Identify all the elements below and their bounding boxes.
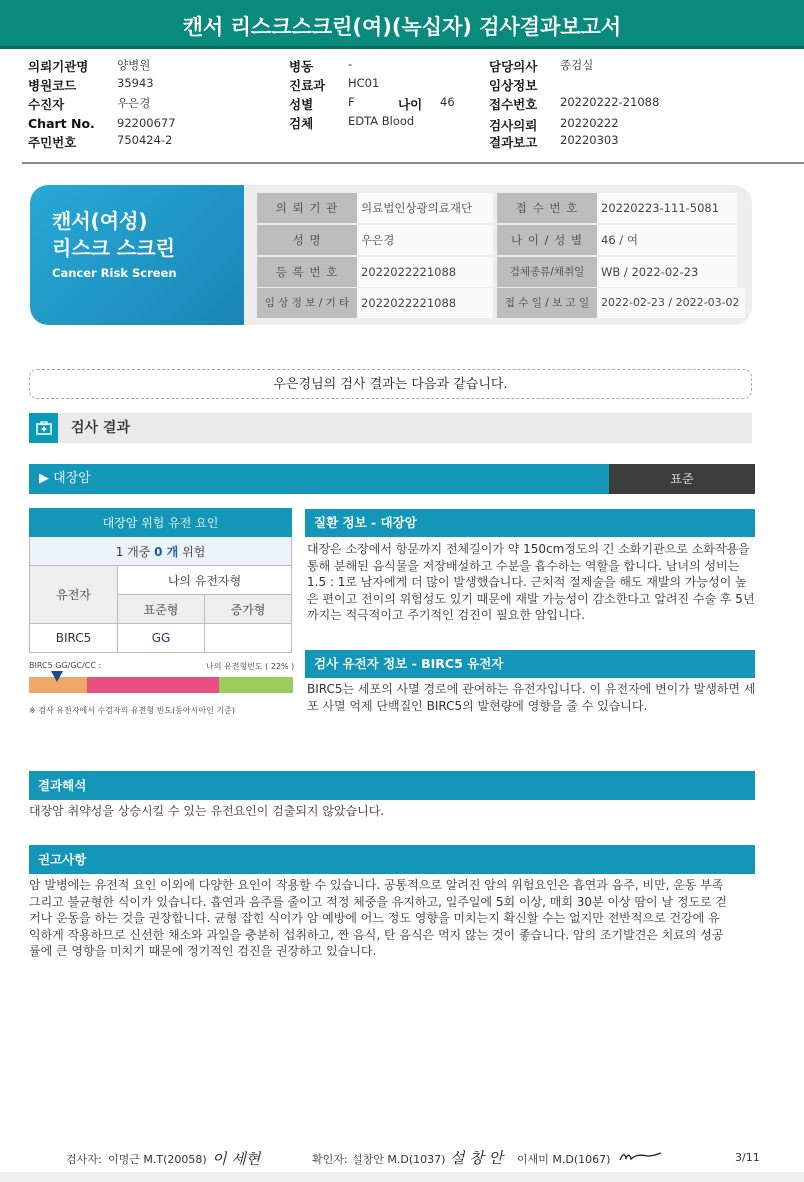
hospital-name-value: 양병원	[117, 58, 151, 72]
banner-label: 의 뢰 기 관	[257, 193, 357, 223]
request-date-label: 검사의뢰	[489, 118, 538, 133]
tester-label: 검사자:	[66, 1153, 102, 1166]
result-notice: 우은경님의 검사 결과는 다음과 같습니다.	[29, 369, 752, 399]
gene-name: BIRC5	[30, 624, 118, 653]
disease-info-text: 대장은 소장에서 항문까지 전체길이가 약 150cm정도의 긴 소화기관으로 소화작용을 통해 분해된 음식물을 저장배설하고 수분을 흡수하는 역할을 합니다. 남녀의 성비는 1.5 : 1로 남자에게 더 많이 발생했습니다. 근치적 절제술을 해도 재발의 가능성이 높은 편이고 전이의 위험성도 있기 때문에 재발 가능성이 감소한다고 알려진 수술 후 5년까지는 적극적이고 주기적인 검진이 필요한 암입니다.	[307, 542, 755, 622]
frequency-segment-gc	[87, 677, 219, 693]
resident-no-label: 주민번호	[28, 135, 77, 150]
risk-count-row	[30, 537, 292, 566]
department-value: HC01	[348, 76, 380, 90]
report-title: 캔서 리스크스크린(여)(녹십자) 검사결과보고서	[0, 0, 804, 49]
banner-value: 20220223-111-5081	[597, 193, 737, 223]
page-bottom-edge	[0, 1172, 804, 1182]
patient-name-label: 수진자	[28, 97, 65, 112]
hospital-name-label: 의뢰기관명	[28, 59, 89, 74]
section-header	[29, 413, 752, 443]
chart-no-value: 92200677	[117, 116, 176, 130]
banner-value: 46 / 여	[597, 225, 737, 255]
banner-value: 우은경	[357, 225, 493, 255]
doctor-label: 담당의사	[489, 59, 538, 74]
interpretation-text: 대장암 취약성을 상승시킬 수 있는 유전요인이 검출되지 않았습니다.	[29, 804, 385, 818]
banner-value: 의료법인상광의료재단	[357, 193, 493, 223]
risk-prefix: 1 개중	[115, 544, 151, 559]
receipt-no-value: 20220222-21088	[560, 95, 660, 109]
department-label: 진료과	[289, 78, 326, 93]
banner-title-line1: 캔서(여성)	[52, 209, 148, 233]
category-colon-cancer: ▶ 대장암	[29, 464, 609, 494]
banner-value: WB / 2022-02-23	[597, 257, 737, 287]
interpretation-title: 결과해석	[29, 771, 755, 800]
clinical-info-label: 임상정보	[489, 78, 538, 93]
divider	[22, 162, 804, 164]
chart-no-label: Chart No.	[28, 116, 95, 131]
gene-risk-table	[29, 508, 292, 653]
banner-subtitle: Cancer Risk Screen	[52, 266, 177, 280]
cancer-risk-banner	[30, 185, 752, 325]
banner-label: 검체종류/채취일	[497, 257, 597, 287]
risk-level-badge: 표준	[609, 464, 755, 494]
report-date-value: 20220303	[560, 133, 619, 147]
sex-value: F	[348, 95, 355, 109]
hospital-code-value: 35943	[117, 76, 154, 90]
frequency-left-label: BIRC5 GG/GC/CC :	[29, 661, 102, 670]
increased-header: 증가형	[205, 595, 292, 624]
report-date-label: 결과보고	[489, 135, 538, 150]
resident-no-value: 750424-2	[117, 133, 173, 147]
page-number: 3/11	[735, 1151, 760, 1164]
confirmer2-signature-icon	[618, 1150, 662, 1164]
frequency-footnote: ※ 검사 유전자에서 수검자의 유전형 빈도(동아시아인 기준)	[29, 706, 235, 715]
gene-header: 유전자	[30, 566, 118, 624]
section-title: 검사 결과	[71, 420, 130, 436]
banner-value: 2022022221088	[357, 288, 493, 318]
banner-label: 성 명	[257, 225, 357, 255]
doctor-value: 종검실	[560, 58, 594, 72]
recommendation-text: 암 발병에는 유전적 요인 이외에 다양한 요인이 작용할 수 있습니다. 공통적으로 알려진 암의 위험요인은 흡연과 음주, 비만, 운동 부족 그리고 불균형한 식이가 있습니다. 흡연과 음주를 줄이고 적정 체중을 유지하고, 일주일에 5회 이상, 매회 30분 이상 땀이 날 정도로 걷거나 운동을 하는 것을 권장합니다. 균형 잡힌 식이가 암 예방에 어느 정도 영향을 미치는지 확신할 수는 없지만 전반적으로 건강에 유익하게 작용하므로 신선한 채소와 과일을 충분히 섭취하고, 짠 음식, 탄 음식은 먹지 않는 것이 좋습니다. 암의 조기발견은 치료의 성공률에 큰 영향을 미치기 때문에 정기적인 검진을 권장하고 있습니다.	[29, 878, 728, 958]
confirmer2-name: 이새미 M.D(1067)	[517, 1153, 611, 1166]
frequency-segment-cc	[219, 677, 293, 693]
risk-suffix: 위험	[182, 544, 206, 559]
recommendation-title: 권고사항	[29, 845, 755, 874]
standard-header: 표준형	[118, 595, 205, 624]
genotype-frequency-bar	[29, 677, 292, 693]
age-label: 나이	[398, 97, 423, 112]
ward-label: 병동	[289, 59, 314, 74]
confirmer1-name: 설창안 M.D(1037)	[352, 1153, 446, 1166]
sex-label: 성별	[289, 97, 314, 112]
confirmer-label: 확인자:	[312, 1153, 348, 1166]
tester-signature: 이 세현	[212, 1150, 261, 1168]
specimen-label: 검체	[289, 116, 314, 131]
banner-label: 임 상 정 보 / 기 타	[257, 288, 357, 318]
banner-label: 접 수 일 / 보 고 일	[497, 288, 597, 318]
banner-label: 접 수 번 호	[497, 193, 597, 223]
banner-title-line2: 리스크 스크린	[52, 236, 175, 260]
confirmer1-signature: 설 창 안	[450, 1149, 504, 1167]
frequency-right-label: 나의 유전형빈도 ( 22% )	[206, 662, 295, 671]
tester-name: 이명근 M.T(20058)	[108, 1153, 207, 1166]
disease-info-title: 질환 정보 - 대장암	[305, 509, 755, 537]
receipt-no-label: 접수번호	[489, 97, 538, 112]
hospital-code-label: 병원코드	[28, 78, 77, 93]
genotype-standard: GG	[118, 624, 205, 653]
gene-table-title: 대장암 위험 유전 요인	[30, 509, 292, 537]
genotype-header: 나의 유전자형	[118, 566, 292, 595]
banner-label: 나 이 / 성 별	[497, 225, 597, 255]
medical-kit-icon	[29, 413, 58, 443]
gene-info-title: 검사 유전자 정보 - BIRC5 유전자	[305, 650, 755, 678]
banner-title-block	[30, 185, 244, 325]
frequency-marker-icon	[51, 671, 63, 682]
ward-value: -	[348, 57, 353, 71]
patient-name-value: 우은경	[117, 96, 151, 110]
risk-count: 0 개	[154, 544, 179, 559]
genotype-increased	[205, 624, 292, 653]
banner-label: 등 록 번 호	[257, 257, 357, 287]
banner-value: 2022-02-23 / 2022-03-02	[597, 288, 745, 318]
request-date-value: 20220222	[560, 116, 619, 130]
age-value: 46	[440, 95, 455, 109]
gene-info-text: BIRC5는 세포의 사멸 경로에 관여하는 유전자입니다. 이 유전자에 변이가 발생하면 세포 사멸 억제 단백질인 BIRC5의 발현량에 영향을 줄 수 있습니다.	[307, 682, 756, 713]
specimen-value: EDTA Blood	[348, 114, 415, 128]
banner-value: 2022022221088	[357, 257, 493, 287]
